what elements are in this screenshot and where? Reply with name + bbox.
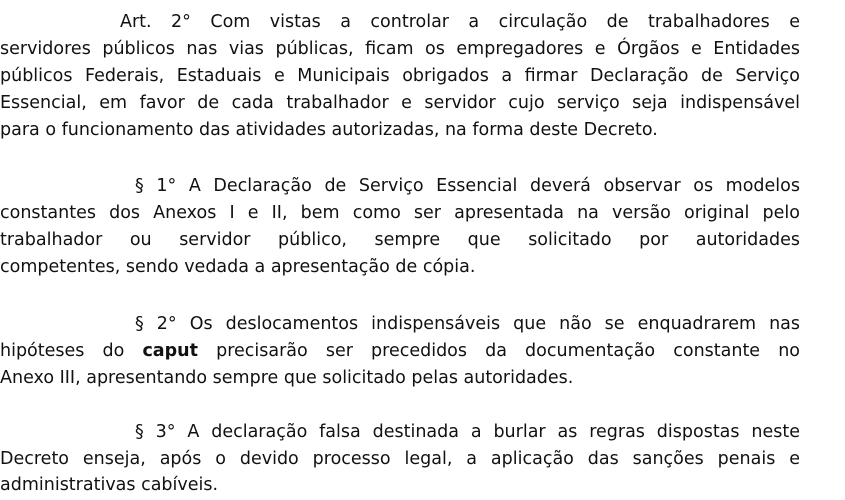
- article-line-3: públicos Federais, Estaduais e Municipais obrigados a firmar Declaração de Serviço: [0, 66, 800, 86]
- paragraph2-line-2-after: precisarão ser precedidos da documentação constante no: [197, 341, 800, 361]
- paragraph3-line-1: § 3° A declaração falsa destinada a burlar as regras dispostas neste: [135, 422, 800, 442]
- paragraph1-line-2: constantes dos Anexos I e II, bem como ser apresentada na versão original pelo: [0, 203, 800, 223]
- paragraph1-line-4: competentes, sendo vedada a apresentação de cópia.: [0, 257, 476, 277]
- caput-term: caput: [142, 341, 198, 361]
- paragraph2-line-3: Anexo III, apresentando sempre que solicitado pelas autoridades.: [0, 368, 574, 388]
- paragraph2-line-1: § 2° Os deslocamentos indispensáveis que não se enquadrarem nas: [135, 314, 800, 334]
- paragraph2-line-2: [0, 338, 800, 364]
- paragraph2-line-2-before: hipóteses do: [0, 341, 143, 361]
- paragraph1-line-3: trabalhador ou servidor público, sempre que solicitado por autoridades: [0, 230, 800, 250]
- article-line-1: Art. 2° Com vistas a controlar a circulação de trabalhadores e: [120, 12, 800, 32]
- article-line-5: para o funcionamento das atividades autorizadas, na forma deste Decreto.: [0, 120, 658, 140]
- paragraph3-line-3: administrativas cabíveis.: [0, 475, 219, 495]
- article-line-2: servidores públicos nas vias públicas, ficam os empregadores e Órgãos e Entidades: [0, 39, 800, 59]
- paragraph3-line-2: Decreto enseja, após o devido processo legal, a aplicação das sanções penais e: [0, 449, 800, 469]
- paragraph1-line-1: § 1° A Declaração de Serviço Essencial deverá observar os modelos: [135, 176, 800, 196]
- article-line-4: Essencial, em favor de cada trabalhador e servidor cujo serviço seja indispensável: [0, 93, 800, 113]
